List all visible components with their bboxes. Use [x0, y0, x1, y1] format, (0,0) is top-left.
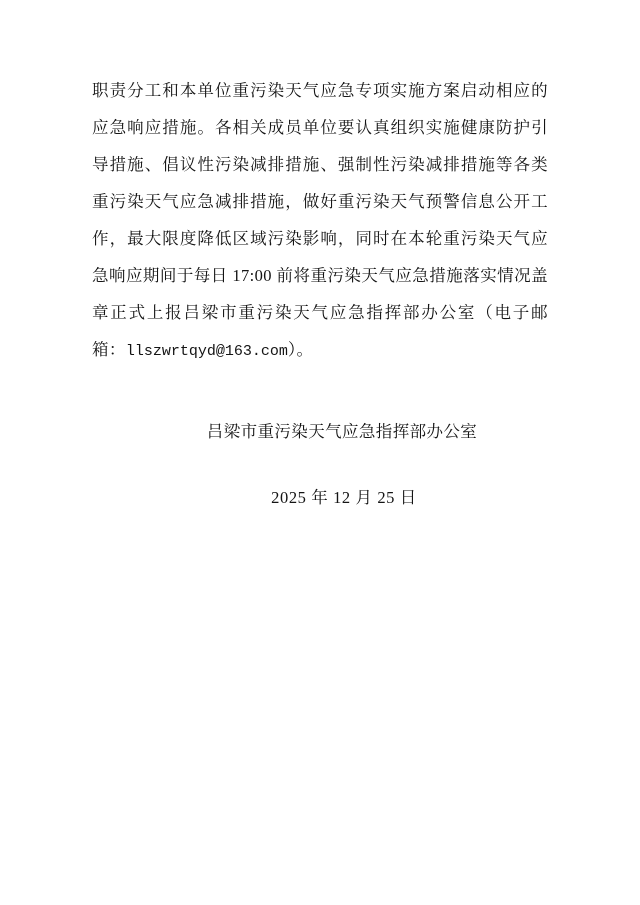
body-paragraph — [92, 72, 548, 370]
signature-organization: 吕梁市重污染天气应急指挥部办公室 — [206, 422, 478, 441]
contact-email: llszwrtqyd@163.com — [125, 343, 288, 360]
body-paragraph-end: ）。 — [287, 340, 314, 359]
document-body — [92, 72, 548, 370]
body-paragraph-text: 职责分工和本单位重污染天气应急专项实施方案启动相应的应急响应措施。各相关成员单位要认真组织实施健康防护引导措施、倡议性污染减排措施、强制性污染减排措施等各类重污染天气应急减排措施，做好重污染天气预警信息公开工作，最大限度降低区域污染影响，同时在本轮重污染天气应急响应期间于每日 17:00 前将重污染天气应急措施落实情况盖章正式上报吕梁市重污染天气应急指挥部办公室（电子邮箱： — [92, 81, 548, 359]
signature-date: 2025 年 12 月 25 日 — [271, 488, 417, 507]
signature-block — [92, 415, 548, 515]
